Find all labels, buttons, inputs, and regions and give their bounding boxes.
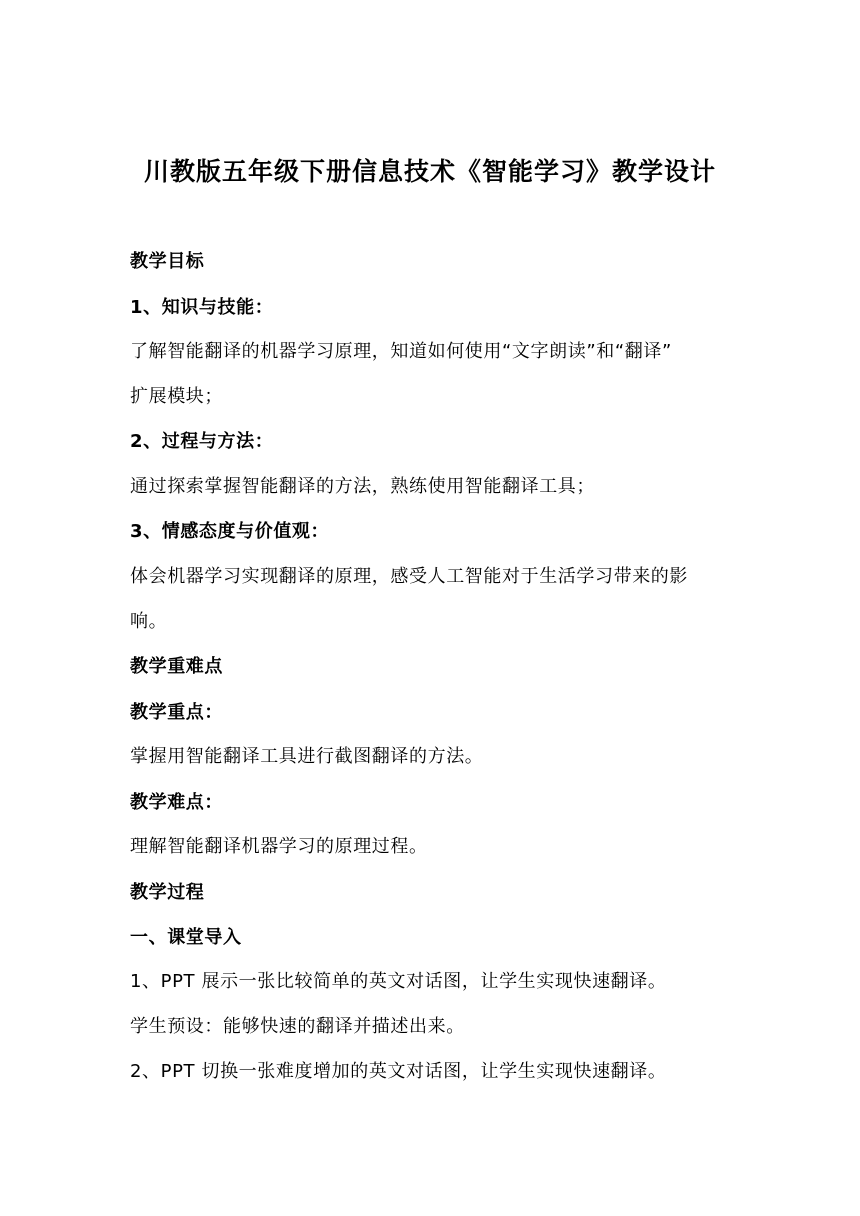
subheading-process-methods: 2、过程与方法： [130,431,274,452]
paragraph-line: 了解智能翻译的机器学习原理，知道如何使用“文字朗读”和“翻译” [130,341,672,362]
paragraph-line: 学生预设：能够快速的翻译并描述出来。 [130,1016,465,1037]
paragraph-line: 掌握用智能翻译工具进行截图翻译的方法。 [130,746,484,767]
heading-teaching-process: 教学过程 [130,882,205,903]
subheading-knowledge-skills: 1、知识与技能： [130,297,274,318]
paragraph-line: 响。 [130,611,168,632]
subheading-key-points: 教学重点： [130,702,223,723]
paragraph-line: 通过探索掌握智能翻译的方法，熟练使用智能翻译工具； [130,476,595,497]
paragraph-line: 2、PPT 切换一张难度增加的英文对话图，让学生实现快速翻译。 [130,1061,667,1082]
paragraph-line: 体会机器学习实现翻译的原理，感受人工智能对于生活学习带来的影 [130,566,688,587]
paragraph-line: 1、PPT 展示一张比较简单的英文对话图，让学生实现快速翻译。 [130,971,667,992]
paragraph-line: 理解智能翻译机器学习的原理过程。 [130,836,428,857]
heading-key-difficult-points: 教学重难点 [130,656,223,677]
subheading-class-introduction: 一、课堂导入 [130,927,242,948]
paragraph-line: 扩展模块； [130,386,223,407]
heading-teaching-objectives: 教学目标 [130,251,205,272]
subheading-attitude-values: 3、情感态度与价值观： [130,521,330,542]
subheading-difficult-points: 教学难点： [130,792,223,813]
document-title: 川教版五年级下册信息技术《智能学习》教学设计 [143,157,716,186]
